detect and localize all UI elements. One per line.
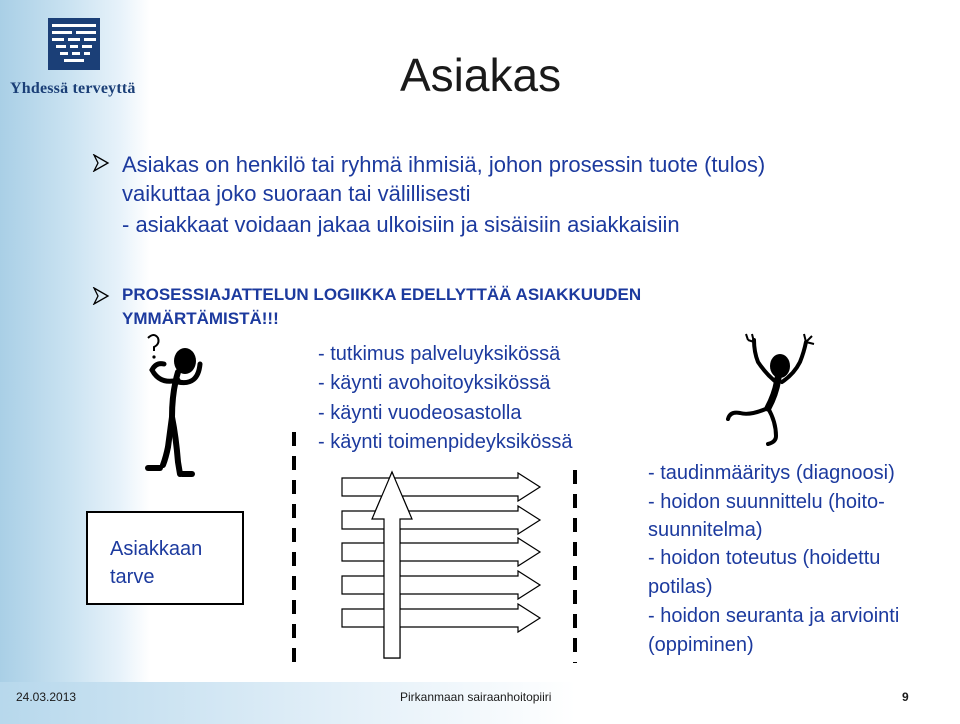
- care-item: - hoidon seuranta ja arviointi: [648, 605, 900, 627]
- right-arrows-icon: [342, 473, 540, 632]
- confused-figure-icon: [148, 335, 200, 474]
- care-item: potilas): [648, 576, 713, 598]
- happy-figure-icon: [728, 334, 814, 444]
- care-item: - hoidon suunnittelu (hoito-: [648, 491, 885, 513]
- need-box-line: tarve: [110, 566, 155, 588]
- bullet-2-line-2: YMMÄRTÄMISTÄ!!!: [122, 309, 279, 328]
- page-number: 9: [902, 690, 909, 704]
- footer-date: 24.03.2013: [16, 690, 77, 704]
- visit-item: - käynti avohoitoyksikössä: [318, 372, 551, 394]
- need-box-line: Asiakkaan: [110, 538, 203, 560]
- care-item: (oppiminen): [648, 634, 754, 656]
- visit-item: - tutkimus palveluyksikössä: [318, 343, 561, 365]
- bullet-2-line-1: PROSESSIAJATTELUN LOGIIKKA EDELLYTTÄÄ ASIAKKUUDEN: [122, 285, 642, 304]
- bullet-1-line-1: Asiakas on henkilö tai ryhmä ihmisiä, johon prosessin tuote (tulos): [122, 152, 766, 177]
- page-title: Asiakas: [400, 49, 562, 101]
- footer-organization: Pirkanmaan sairaanhoitopiiri: [400, 690, 552, 704]
- bullet-1-line-2: vaikuttaa joko suoraan tai välillisesti: [122, 181, 471, 206]
- visit-item: - käynti toimenpideyksikössä: [318, 431, 573, 453]
- care-item: - hoidon toteutus (hoidettu: [648, 547, 881, 569]
- bullet-1-line-3: - asiakkaat voidaan jakaa ulkoisiin ja sisäisiin asiakkaisiin: [122, 212, 680, 237]
- logo-text: Yhdessä terveyttä: [10, 80, 136, 97]
- care-item: suunnitelma): [648, 519, 763, 541]
- care-item: - taudinmääritys (diagnoosi): [648, 462, 895, 484]
- visit-item: - käynti vuodeosastolla: [318, 402, 522, 424]
